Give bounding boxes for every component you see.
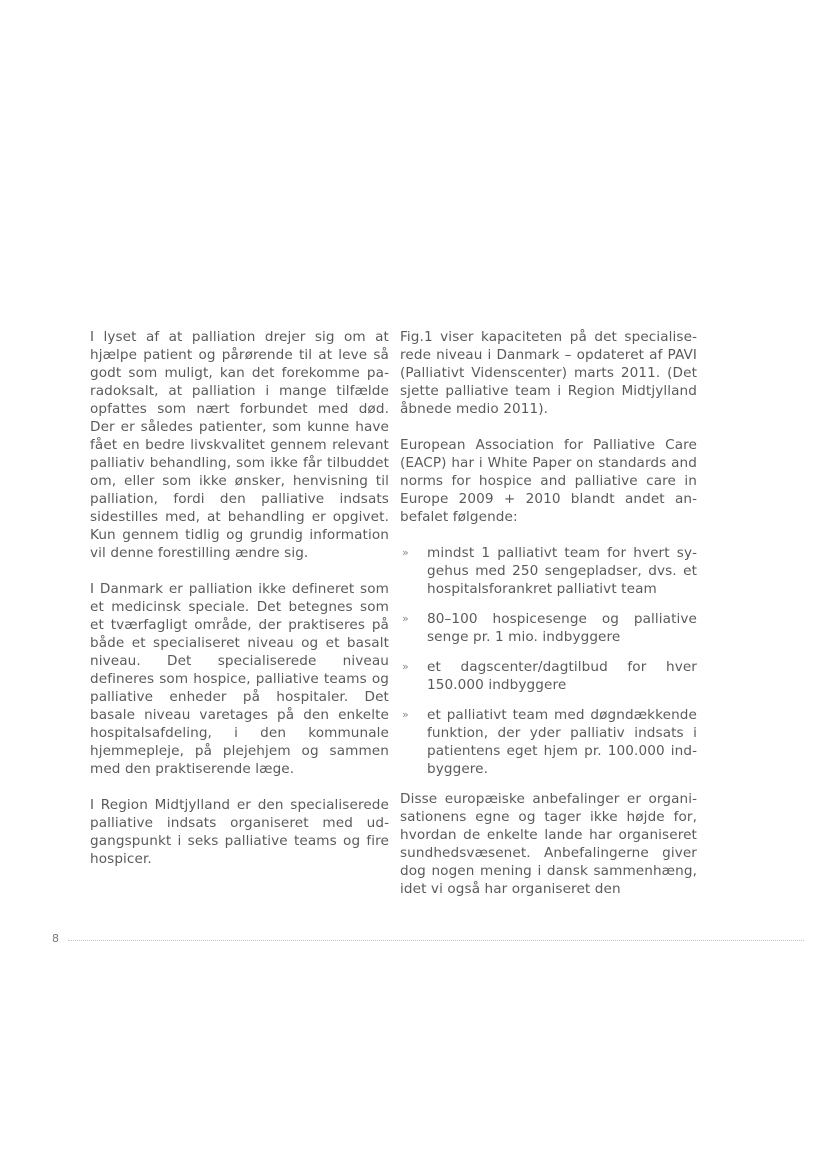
left-column	[90, 328, 389, 886]
page-footer	[52, 932, 804, 946]
right-paragraph-closing: Disse europæiske anbefalinger er organisationens egne og tager ikke højde for, hvordan de enkelte lande har organiseret sundhedsvæsenet. Anbefalingerne giver dog nogen mening i dansk sammenhæng, idet vi også har organiseret den	[400, 791, 697, 897]
bullet-marker: »	[402, 660, 409, 673]
bullet-marker: »	[402, 708, 409, 721]
list-item-text: et dagscenter/dagtilbud for hver 150.000 indbyggere	[427, 659, 697, 693]
left-paragraph-3: I Region Midtjylland er den specialiserede palliative indsats organiseret med udgangspunkt i seks palliative teams og fire hospicer.	[90, 797, 389, 867]
footer-dotted-rule	[68, 940, 804, 941]
right-paragraph-eacp: European Association for Palliative Care (EACP) har i White Paper on standards and norms for hospice and palliative care in Europe 2009 + 2010 blandt andet anbefalet følgende:	[400, 437, 697, 525]
recommendations-list	[400, 544, 697, 778]
right-paragraph-fig-intro: Fig.1 viser kapaciteten på det specialiserede niveau i Danmark – opdateret af PAVI (Palliativt Videnscenter) marts 2011. (Det sjette palliative team i Region Midtjylland åbnede medio 2011).	[400, 329, 697, 417]
list-item	[400, 658, 697, 694]
list-item	[400, 706, 697, 778]
list-item-text: mindst 1 palliativt team for hvert sygehus med 250 sengepladser, dvs. et hospitalsforankret palliativt team	[427, 545, 697, 597]
list-item-text: et palliativt team med døgndækkende funktion, der yder palliativ indsats i patientens eget hjem pr. 100.000 indbyggere.	[427, 707, 697, 777]
list-item	[400, 610, 697, 646]
list-item	[400, 544, 697, 598]
page-number: 8	[52, 932, 59, 945]
bullet-marker: »	[402, 546, 409, 559]
right-column	[400, 328, 697, 916]
list-item-text: 80–100 hospicesenge og palliative senge pr. 1 mio. indbyggere	[427, 611, 697, 645]
bullet-marker: »	[402, 612, 409, 625]
left-paragraph-1: I lyset af at palliation drejer sig om at hjælpe patient og pårørende til at leve så godt som muligt, kan det forekomme paradoksalt, at palliation i mange tilfælde opfattes som nært forbundet med død. Der er således patienter, som kunne have fået en bedre livskvalitet gennem relevant palliativ behandling, som ikke får tilbuddet om, eller som ikke ønsker, henvisning til palliation, fordi den palliative indsats sidestilles med, at behandling er opgivet. Kun gennem tidlig og grundig information vil denne forestilling ændre sig.	[90, 329, 389, 561]
left-paragraph-2: I Danmark er palliation ikke defineret som et medicinsk speciale. Det betegnes som et tværfagligt område, der praktiseres på både et specialiseret niveau og et basalt niveau. Det specialiserede niveau defineres som hospice, palliative teams og palliative enheder på hospitaler. Det basale niveau varetages på den enkelte hospitalsafdeling, i den kommunale hjemmepleje, på plejehjem og sammen med den praktiserende læge.	[90, 581, 389, 777]
